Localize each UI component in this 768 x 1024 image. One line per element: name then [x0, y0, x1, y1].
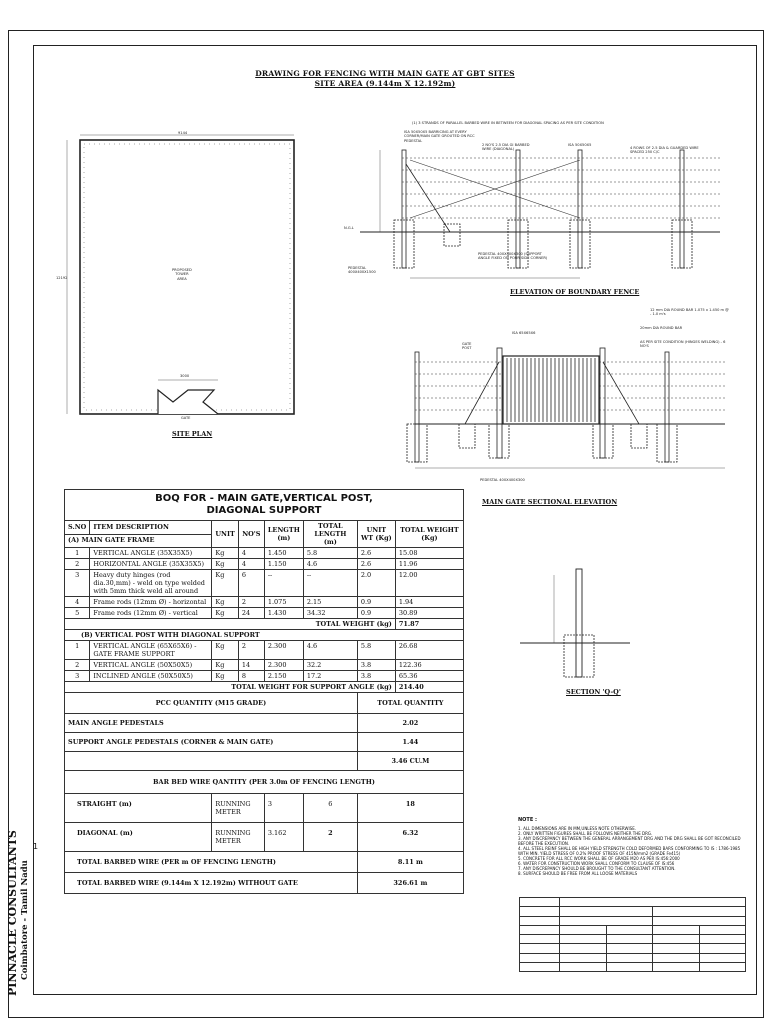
pcc-total-spacer [65, 752, 358, 771]
boq-table [64, 489, 464, 894]
note-item: 4. ALL STEEL REINF SHALL BE HIGH YIELD STRENGTH COLD DEFORMED BARS CONFORMING TO IS : 1786-1985 WITH MIN. YIELD STRESS OF 0.2% PROOF STRESS OF 415N/mm2 (GRADE Fe415) [518, 846, 741, 856]
pcc-label: PCC QUANTITY (M15 GRADE) [65, 693, 358, 714]
header-sno: S.NO [65, 521, 90, 535]
fence-note-angle: ISA 50X50X5 BARRICING AT EVERY CORNER/MAIN GATE GROUTED ON RCC PEDESTAL [404, 130, 475, 143]
total-b-label: TOTAL WEIGHT FOR SUPPORT ANGLE (kg) [65, 682, 396, 693]
note-item: 7. ANY DISCREPANCY SHOULD BE BROUGHT TO THE CONSULTANT ATTENTION. [518, 866, 676, 871]
fence-note-top: (1) 3 STRANDS OF PARALLEL BARBED WIRE IN BETWEEN FOR DIAGONAL SPACING AS PER SITE CONDITION [412, 121, 604, 125]
note-item: 6. WATER FOR CONSTRUCTION WORK SHALL CONFORM TO CLAUSE OF IS:456 [518, 861, 675, 866]
header-item: ITEM DESCRIPTION [90, 521, 212, 535]
main-gate-elevation [395, 312, 735, 492]
gate-label-pedestal: PEDESTAL 400X400X300 [480, 478, 525, 482]
fence-note-diagonal: 2 NO'S 2.5 DIA GI BARBED WIRE (DIAGONAL) [482, 143, 530, 152]
table-row: 2 VERTICAL ANGLE (50X50X5) Kg 14 2.300 32.2 3.8 122.36 [65, 660, 464, 671]
note-item: 1. ALL DIMENSIONS ARE IN MM,UNLESS NOTE OTHERWISE. [518, 826, 637, 831]
pcc-total: 3.46 CU.M [357, 752, 463, 771]
note-item: 2. ONLY WRITTEN FIGURES SHALL BE FOLLOWS NEITHER THE DRG. [518, 831, 653, 836]
pcc-total-label: TOTAL QUANTITY [357, 693, 463, 714]
wire-total1-value: 8.11 m [357, 852, 463, 873]
fence-note-isa: ISA 50X50X5 [568, 143, 592, 147]
total-a-value: 71.87 [395, 619, 463, 630]
general-notes: NOTE : 1. ALL DIMENSIONS ARE IN MM,UNLESS NOTE OTHERWISE. 2. ONLY WRITTEN FIGURES SHALL BE FOLLOWS NEITHER THE DRG. 3. ANY DISCREPANCY BETWEEN THE GENERAL ARRANGEMENT DRG AND THE DRG SHALL BE GOT RECONCILED BEFORE THE EXECUTION. 4. ALL STEEL REINF SHALL BE HIGH YIELD STRENGTH COLD DEFORMED BARS CONFORMING TO IS : 1786-1985 WITH MIN. YIELD STRESS OF 0.2% PROOF STRESS OF 415N/mm2 (GRADE Fe415) 5. CONCRETE FOR ALL RCC WORK SHALL BE OF GRADE M20 AS PER IS:456:2000 6. WATER FOR CONSTRUCTION WORK SHALL CONFORM TO CLAUSE OF IS:456 7. ANY DISCREPANCY SHOULD BE BROUGHT TO THE CONSULTANT ATTENTION. 8. SURFACE SHOULD BE FREE FROM ALL LOOSE MATERIALS [518, 818, 748, 876]
wire-title: BAR BED WIRE QANTITY (PER 3.0m OF FENCING LENGTH) [65, 771, 464, 794]
site-plan-top-dim: 9144 [178, 131, 188, 135]
header-unit-wt: UNIT WT (Kg) [357, 521, 395, 548]
table-row: MAIN ANGLE PEDESTALS 2.02 [65, 714, 464, 733]
header-nos: NO'S [238, 521, 264, 548]
gate-label-site: AS PER SITE CONDITION (HINGES WELDING) - 6 NO'S [640, 340, 726, 349]
note-item: 5. CONCRETE FOR ALL RCC WORK SHALL BE OF GRADE M20 AS PER IS:456:2000 [518, 856, 680, 861]
gate-label-isa: ISA 65X65X6 [512, 331, 536, 335]
proposed-area-label: PROPOSED TOWER AREA [172, 268, 192, 281]
table-row: 1 VERTICAL ANGLE (35X35X5) Kg 4 1.450 5.8 2.6 15.08 [65, 548, 464, 559]
table-row: DIAGONAL (m) RUNNING METER 3.162 2 6.32 [65, 823, 464, 852]
table-row: 2 HORIZONTAL ANGLE (35X35X5) Kg 4 1.150 4.6 2.6 11.96 [65, 559, 464, 570]
header-total-weight: TOTAL WEIGHT (Kg) [395, 521, 463, 548]
section-a-label: (A) MAIN GATE FRAME [65, 534, 212, 548]
gate-label-bar: 12 mm DIA ROUND BAR 1.075 x 1.450 m @ - 1.0 m's [650, 308, 729, 317]
section-caption: SECTION 'Q-Q' [566, 688, 621, 696]
gate-label: GATE [181, 416, 191, 420]
fence-ngl: N.G.L [344, 226, 354, 230]
drawing-title: DRAWING FOR FENCING WITH MAIN GATE AT GBT SITES [255, 69, 515, 78]
wire-total1-label: TOTAL BARBED WIRE (PER m OF FENCING LENGTH) [65, 852, 358, 873]
fence-note-pedestal-support: PEDESTAL 400X400X300 (SUPPORT ANGLE FIXED ON POUR SIDE CORNER) [478, 252, 548, 261]
fence-note-pedestal: PEDESTAL 400X400X1500 [348, 266, 376, 275]
table-row: STRAIGHT (m) RUNNING METER 3 6 18 [65, 794, 464, 823]
site-plan-side-dim: 12192 [56, 276, 68, 280]
main-gate-caption: MAIN GATE SECTIONAL ELEVATION [482, 498, 618, 506]
company-name: PINNACLE CONSULTANTS [6, 830, 19, 996]
note-item: 3. ANY DISCREPANCY BETWEEN THE GENERAL ARRANGEMENT DRG AND THE DRG SHALL BE GOT RECONCILED BEFORE THE EXECUTION. [518, 836, 741, 846]
company-location: Coimbatore - Tamil Nadu [20, 860, 30, 980]
section-b-label: (B) VERTICAL POST WITH DIAGONAL SUPPORT [65, 630, 464, 641]
table-row: 3 Heavy duty hinges (rod dia.30,mm) - weld on type welded with 5mm thick weld all around Kg 6 -- -- 2.0 12.00 [65, 570, 464, 597]
header-length: LENGTH (m) [264, 521, 303, 548]
gate-label-post: GATE POST [462, 342, 472, 351]
site-plan-gate-dim: 3000 [180, 374, 190, 378]
table-row: 3 INCLINED ANGLE (50X50X5) Kg 8 2.150 17.2 3.8 65.36 [65, 671, 464, 682]
site-plan-caption: SITE PLAN [172, 430, 213, 438]
boundary-fence-caption: ELEVATION OF BOUNDARY FENCE [510, 288, 640, 296]
section-qq-drawing [520, 565, 630, 685]
total-a-label: TOTAL WEIGHT (kg) [65, 619, 396, 630]
wire-total2-label: TOTAL BARBED WIRE (9.144m X 12.192m) WITHOUT GATE [65, 873, 358, 894]
page-marker: 1 [33, 842, 39, 851]
header-unit: UNIT [212, 521, 239, 548]
table-row: 4 Frame rods (12mm Ø) - horizontal Kg 2 1.075 2.15 0.9 1.94 [65, 597, 464, 608]
boq-title: BOQ FOR - MAIN GATE,VERTICAL POST, DIAGONAL SUPPORT [65, 490, 464, 521]
table-row: SUPPORT ANGLE PEDESTALS (CORNER & MAIN GATE) 1.44 [65, 733, 464, 752]
total-b-value: 214.40 [395, 682, 463, 693]
fence-note-rows: 4 ROWS OF 2.5 DIA & GUARDED WIRE SPACED 250 C/C [630, 146, 699, 155]
note-item: 8. SURFACE SHOULD BE FREE FROM ALL LOOSE MATERIALS [518, 871, 638, 876]
title-block [519, 897, 746, 972]
gate-label-rod: 20mm DIA ROUND BAR [640, 326, 683, 330]
header-total-length: TOTAL LENGTH (m) [303, 521, 357, 548]
wire-total2-value: 326.61 m [357, 873, 463, 894]
table-row: 5 Frame rods (12mm Ø) - vertical Kg 24 1.430 34.32 0.9 30.89 [65, 608, 464, 619]
table-row: 1 VERTICAL ANGLE (65X65X6) - GATE FRAME SUPPORT Kg 2 2.300 4.6 5.8 26.68 [65, 641, 464, 660]
drawing-subtitle: SITE AREA (9.144m X 12.192m) [314, 79, 456, 88]
